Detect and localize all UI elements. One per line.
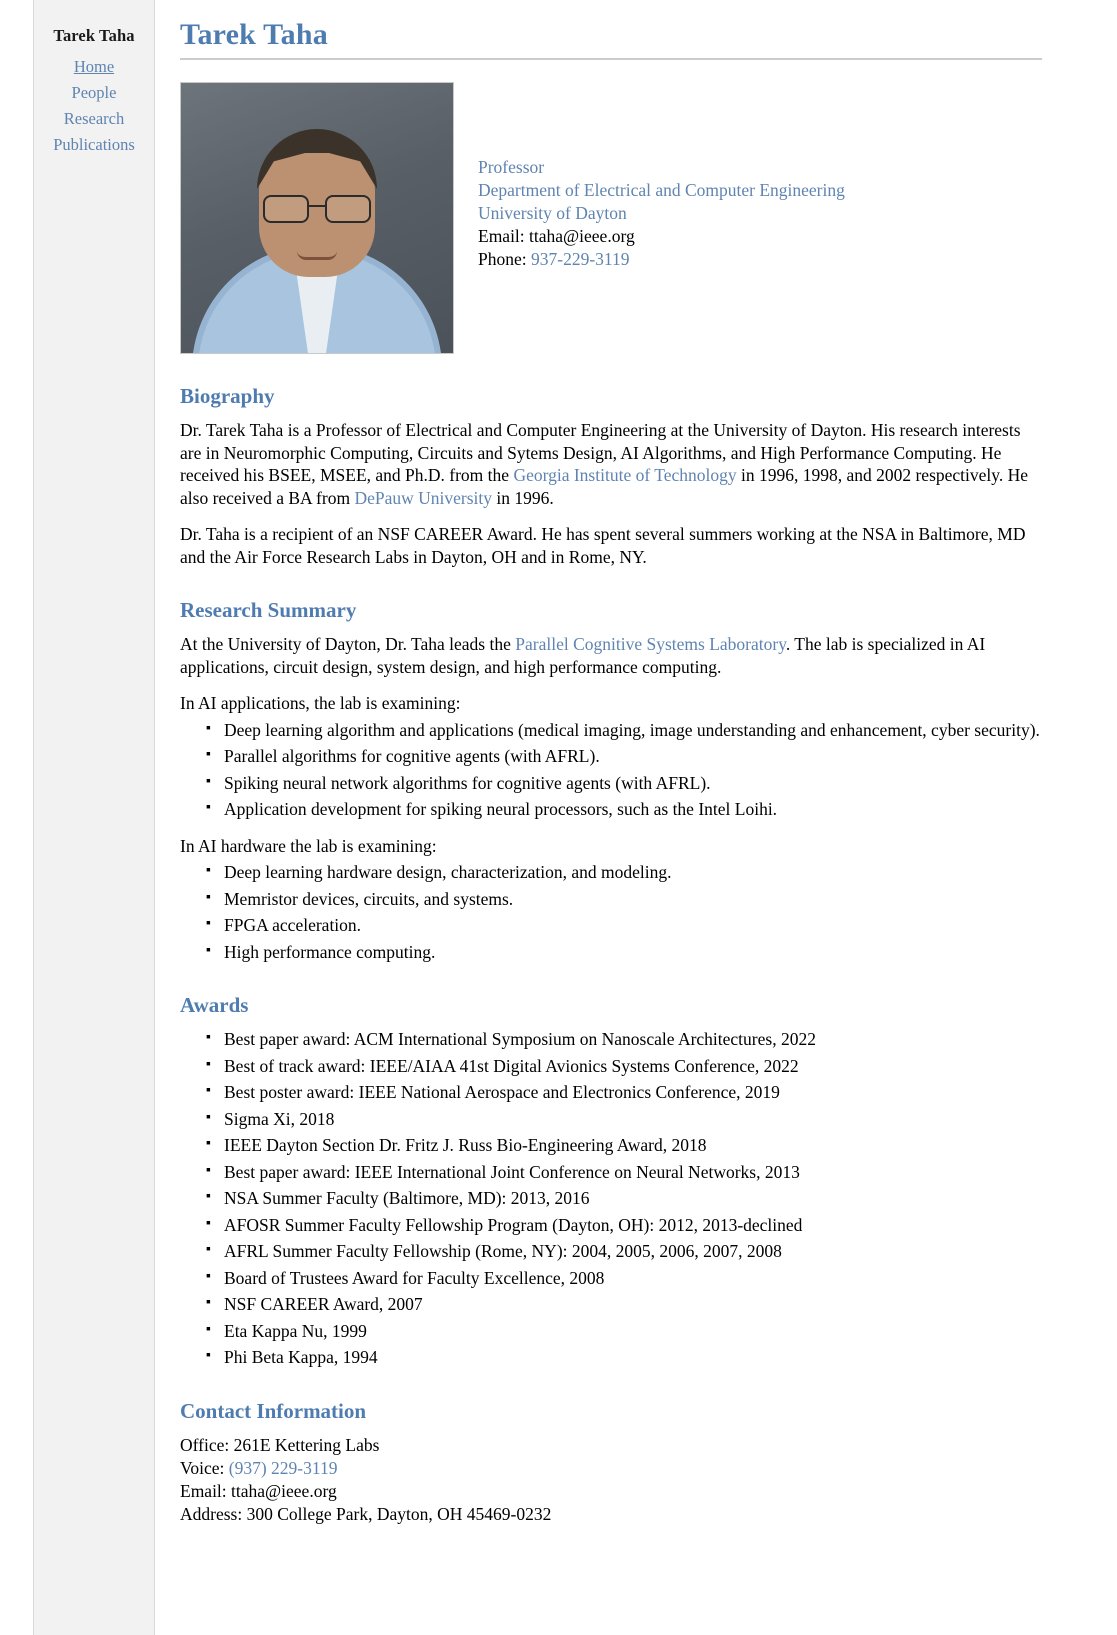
contact-voice-label: Voice: xyxy=(180,1457,229,1478)
sidebar-item-home[interactable] xyxy=(34,54,154,80)
sidebar-link-research[interactable]: Research xyxy=(63,109,125,128)
glasses-lens-left xyxy=(263,195,309,223)
glasses-icon xyxy=(261,195,373,221)
profile-phone-label: Phone: xyxy=(478,249,531,269)
list-item: ▪ Deep learning algorithm and applications (medical imaging, image understanding and enhancement, cyber security). xyxy=(222,719,1042,742)
sidebar-title: Tarek Taha xyxy=(53,26,135,45)
list-item: ▪ Best poster award: IEEE National Aerospace and Electronics Conference, 2019 xyxy=(222,1081,1042,1104)
sidebar-item-people[interactable] xyxy=(34,80,154,106)
ai-hardware-list xyxy=(180,861,1042,963)
research-summary-intro xyxy=(180,633,1042,678)
profile-email-value: ttaha@ieee.org xyxy=(529,226,635,246)
contact-address: Address: 300 College Park, Dayton, OH 45469-0232 xyxy=(180,1503,552,1524)
sidebar-link-people[interactable]: People xyxy=(71,83,117,102)
glasses-lens-right xyxy=(325,195,371,223)
link-parallel-cognitive-systems-laboratory[interactable]: Parallel Cognitive Systems Laboratory xyxy=(515,634,786,654)
page-title: Tarek Taha xyxy=(180,18,328,51)
list-item: ▪ IEEE Dayton Section Dr. Fritz J. Russ Bio-Engineering Award, 2018 xyxy=(222,1134,1042,1157)
list-item: ▪ Eta Kappa Nu, 1999 xyxy=(222,1320,1042,1343)
list-item: ▪ Phi Beta Kappa, 1994 xyxy=(222,1346,1042,1369)
list-item: ▪ Parallel algorithms for cognitive agents (with AFRL). xyxy=(222,745,1042,768)
profile-email-line xyxy=(478,225,845,247)
ai-applications-list xyxy=(180,719,1042,821)
contact-voice-value[interactable]: (937) 229-3119 xyxy=(228,1457,338,1478)
list-item: ▪ Deep learning hardware design, characterization, and modeling. xyxy=(222,861,1042,884)
link-georgia-tech[interactable]: Georgia Institute of Technology xyxy=(513,465,737,485)
contact-email: Email: ttaha@ieee.org xyxy=(180,1480,337,1501)
portrait-photo xyxy=(180,82,454,354)
title-divider xyxy=(180,58,1042,60)
link-depauw-university[interactable]: DePauw University xyxy=(354,487,493,508)
list-item: ▪ High performance computing. xyxy=(222,941,1042,964)
biography-paragraph-1 xyxy=(180,419,1042,509)
list-item: ▪ Spiking neural network algorithms for cognitive agents (with AFRL). xyxy=(222,772,1042,795)
main-content xyxy=(155,0,1117,1635)
contact-information-heading: Contact Information xyxy=(180,1398,367,1423)
ai-hardware-intro: In AI hardware the lab is examining: xyxy=(180,835,437,856)
biography-text-2: in 1996, 1998, and 2002 respectively. He also received a BA from xyxy=(180,465,1029,508)
contact-information-block xyxy=(180,1434,1042,1526)
sidebar-item-publications[interactable] xyxy=(34,132,154,158)
list-item: ▪ FPGA acceleration. xyxy=(222,914,1042,937)
list-item: ▪ AFOSR Summer Faculty Fellowship Program (Dayton, OH): 2012, 2013-declined xyxy=(222,1214,1042,1237)
profile-phone-line xyxy=(478,248,845,270)
sidebar-nav-list xyxy=(34,54,154,158)
profile-department: Department of Electrical and Computer Engineering xyxy=(478,180,845,200)
research-intro-text-1: At the University of Dayton, Dr. Taha leads the xyxy=(180,634,516,654)
list-item: ▪ Best of track award: IEEE/AIAA 41st Digital Avionics Systems Conference, 2022 xyxy=(222,1055,1042,1078)
profile-details xyxy=(454,82,845,271)
glasses-bridge xyxy=(307,205,327,207)
profile-email-label: Email: xyxy=(478,226,530,246)
list-item: ▪ Best paper award: IEEE International Joint Conference on Neural Networks, 2013 xyxy=(222,1161,1042,1184)
sidebar xyxy=(33,0,155,1635)
contact-office: Office: 261E Kettering Labs xyxy=(180,1434,380,1455)
portrait-mouth xyxy=(297,251,337,260)
sidebar-link-publications[interactable]: Publications xyxy=(53,135,135,154)
list-item: ▪ Sigma Xi, 2018 xyxy=(222,1108,1042,1131)
list-item: ▪ AFRL Summer Faculty Fellowship (Rome, NY): 2004, 2005, 2006, 2007, 2008 xyxy=(222,1240,1042,1263)
biography-heading: Biography xyxy=(180,384,275,408)
research-intro-text-2: . The lab is specialized in AI applications, circuit design, system design, and high performance computing. xyxy=(180,634,986,677)
awards-heading: Awards xyxy=(180,993,249,1017)
sidebar-link-home[interactable]: Home xyxy=(73,57,115,76)
list-item: ▪ NSF CAREER Award, 2007 xyxy=(222,1293,1042,1316)
list-item: ▪ Best paper award: ACM International Symposium on Nanoscale Architectures, 2022 xyxy=(222,1028,1042,1051)
list-item: ▪ Board of Trustees Award for Faculty Excellence, 2008 xyxy=(222,1267,1042,1290)
biography-paragraph-2: Dr. Taha is a recipient of an NSF CAREER Award. He has spent several summers working at the NSA in Baltimore, MD and the Air Force Research Labs in Dayton, OH and in Rome, NY. xyxy=(180,524,1026,567)
ai-applications-intro: In AI applications, the lab is examining: xyxy=(180,693,461,713)
biography-text-1: Dr. Tarek Taha is a Professor of Electrical and Computer Engineering at the University of Dayton. His research interests are in Neuromorphic Computing, Circuits and Sytems Design, AI Algorithms, and High Performance Computing. He received his BSEE, MSEE, and Ph.D. from the xyxy=(180,420,1021,485)
list-item: ▪ Memristor devices, circuits, and systems. xyxy=(222,888,1042,911)
profile-phone-value: 937-229-3119 xyxy=(531,249,630,269)
list-item: ▪ Application development for spiking neural processors, such as the Intel Loihi. xyxy=(222,798,1042,821)
list-item: ▪ NSA Summer Faculty (Baltimore, MD): 2013, 2016 xyxy=(222,1187,1042,1210)
biography-text-3: in 1996. xyxy=(492,487,554,508)
profile-university: University of Dayton xyxy=(478,203,627,223)
profile-role: Professor xyxy=(478,157,545,177)
research-summary-heading: Research Summary xyxy=(180,598,357,622)
profile-section xyxy=(180,82,1042,354)
contact-voice-line xyxy=(180,1457,1042,1480)
awards-list xyxy=(180,1028,1042,1369)
sidebar-item-research[interactable] xyxy=(34,106,154,132)
